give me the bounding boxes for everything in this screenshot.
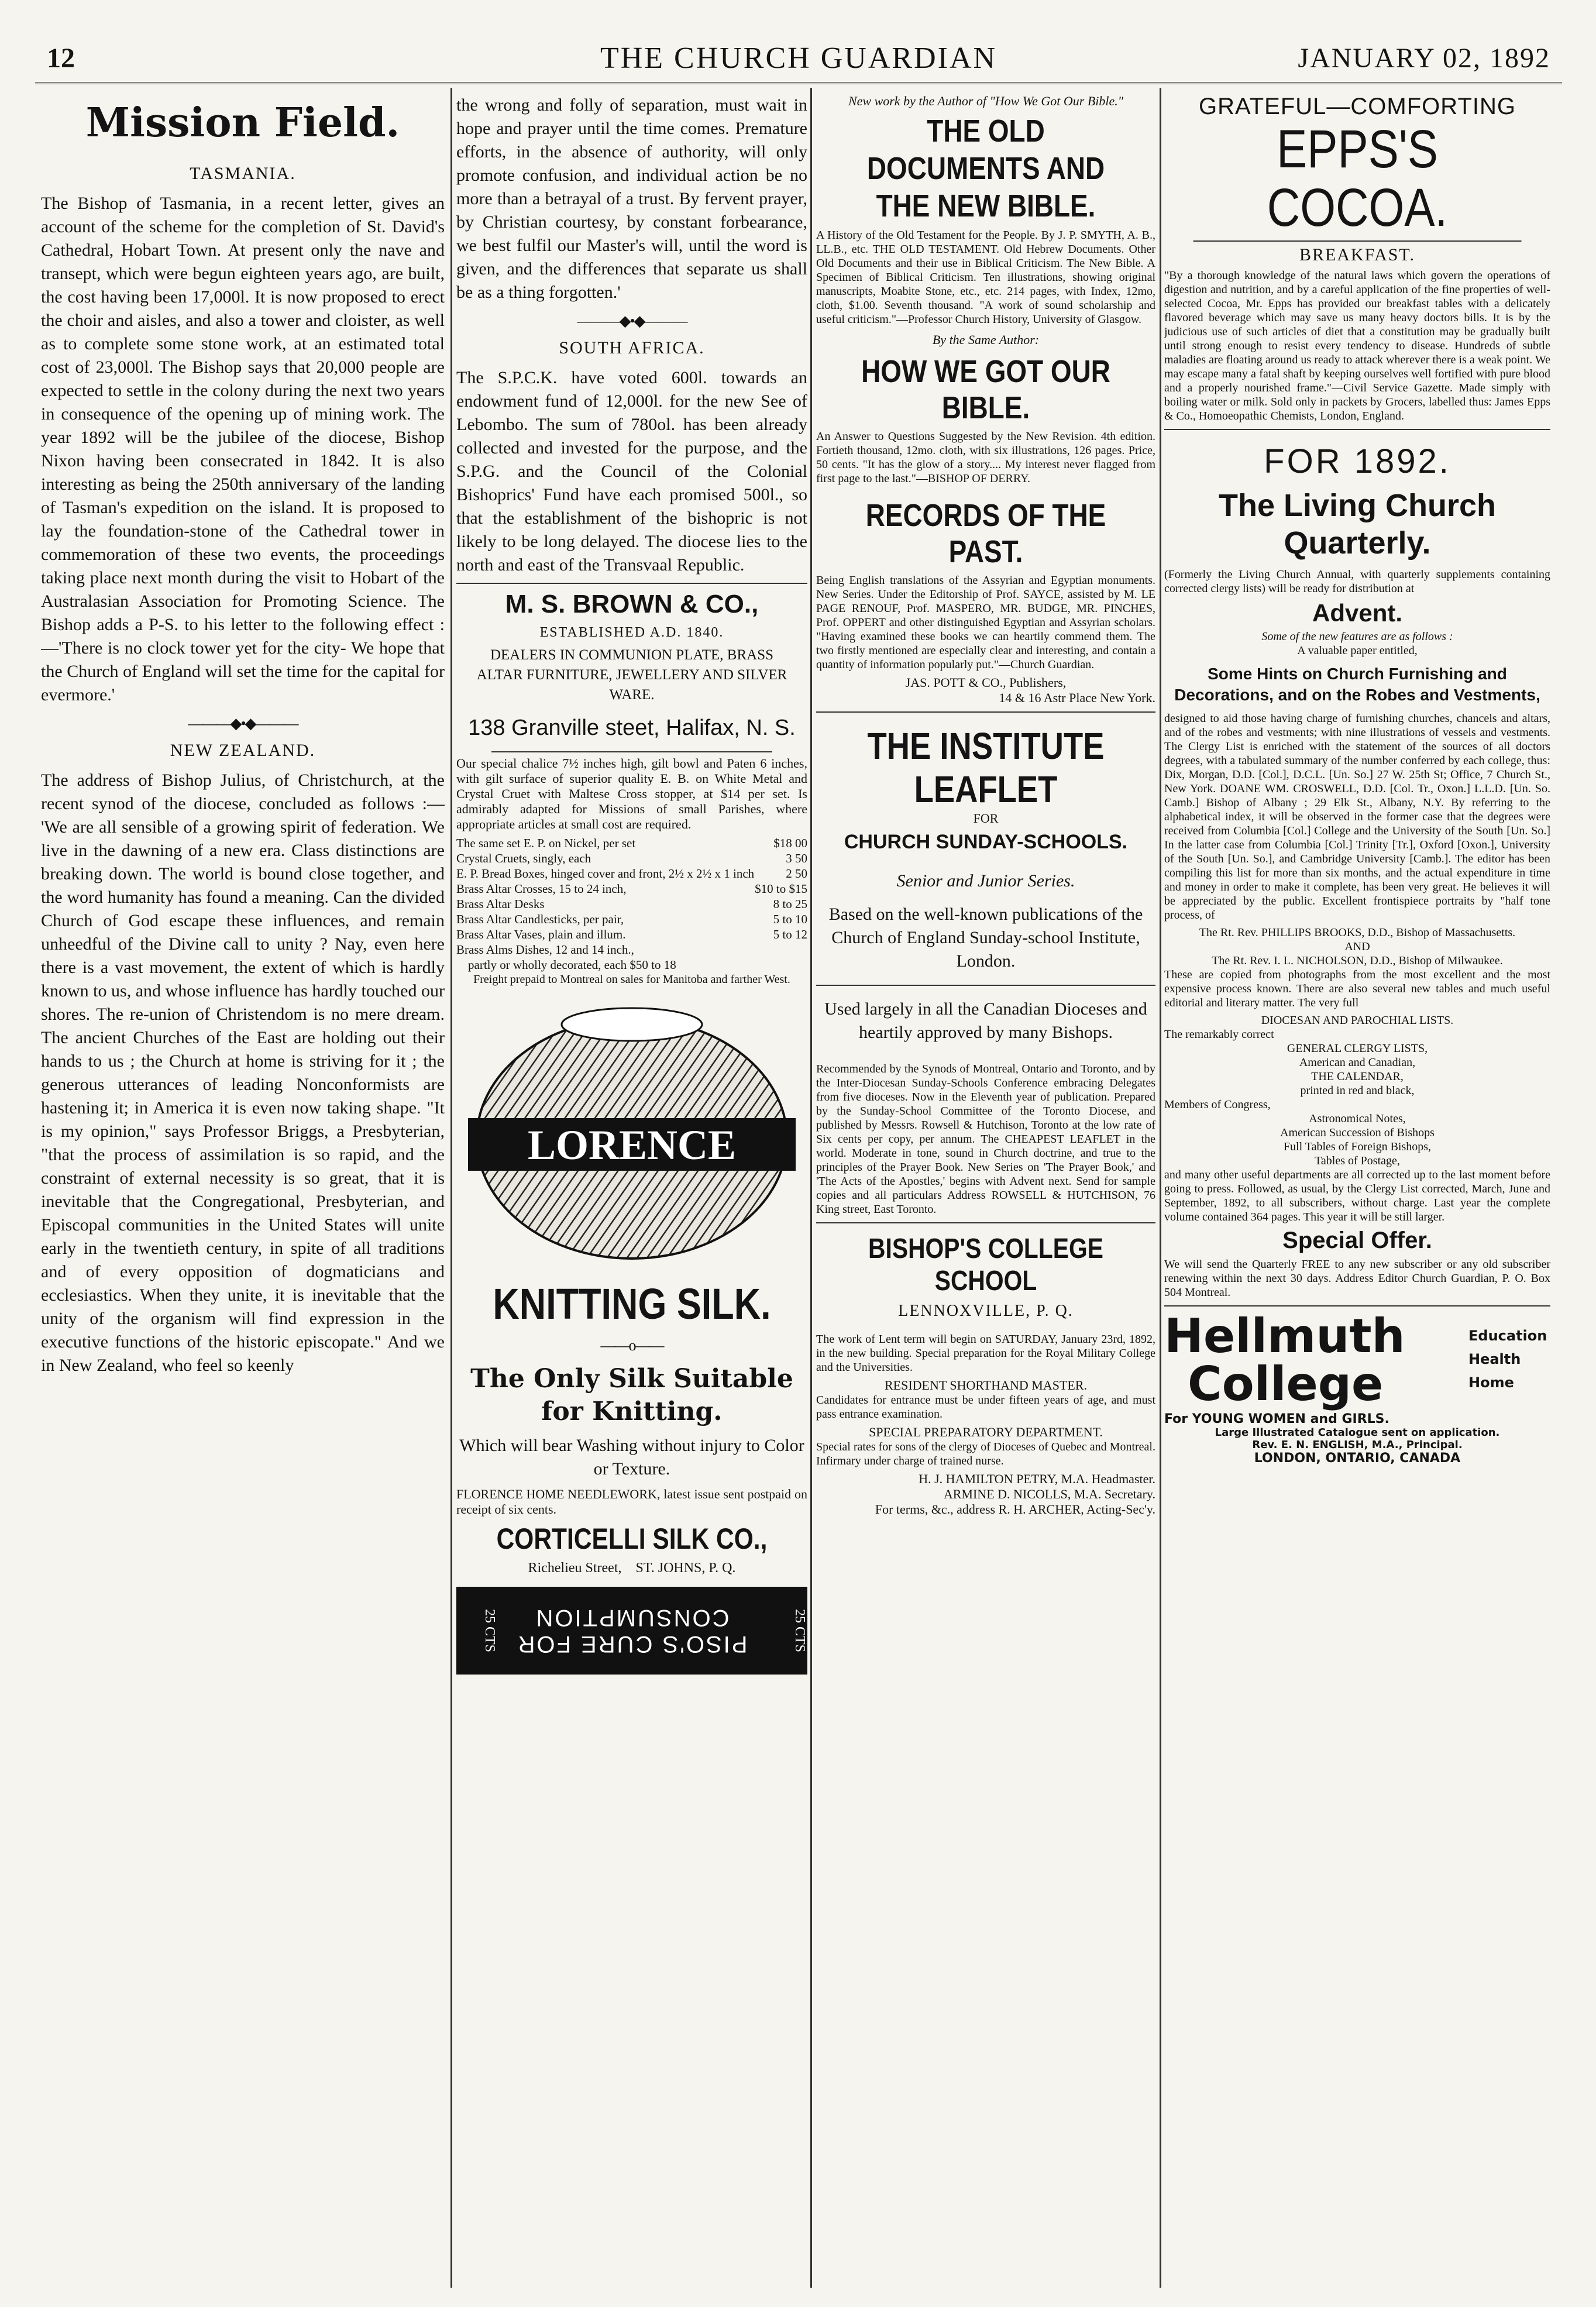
hellmuth-principal: Rev. E. N. ENGLISH, M.A., Principal. bbox=[1252, 1439, 1463, 1451]
page-number: 12 bbox=[47, 43, 75, 74]
only-silk-subtitle: Which will bear Washing without injury to Color or Texture. bbox=[459, 1436, 804, 1479]
silk-spool-illustration bbox=[468, 998, 796, 1267]
school-secretary: ARMINE D. NICOLLS, M.A. Secretary. bbox=[943, 1487, 1155, 1501]
tasmania-heading: TASMANIA. bbox=[190, 164, 296, 183]
foreign-bishops: Full Tables of Foreign Bishops, bbox=[1283, 1140, 1432, 1153]
book2-title: HOW WE GOT OUR BIBLE. bbox=[861, 354, 1110, 425]
astronomical-notes: Astronomical Notes, bbox=[1309, 1112, 1406, 1125]
continued-article: the wrong and folly of separation, must wait in hope and prayer until the time comes. Premature efforts, in the absence of authority, will only promote confusion, and individual action be no more than a betrayal of a trust. By fervent prayer, by Christian courtesy, by constant forbearance, we best fulfil our Master's will, until the word is given, and the differences that separate us shall be as a thing forgotten.' bbox=[456, 95, 807, 302]
price-row: Brass Altar Candlesticks, per pair, 5 to 10 bbox=[456, 912, 807, 926]
issue-date: JANUARY 02, 1892 bbox=[1298, 43, 1550, 74]
column-divider bbox=[450, 88, 452, 2288]
for-year: FOR 1892. bbox=[1264, 442, 1451, 480]
column-mission-field bbox=[41, 94, 445, 2282]
school-title: BISHOP'S COLLEGE SCHOOL bbox=[868, 1233, 1103, 1297]
copied-note: These are copied from photographs from the most excellent and the most expensive process known. There are also several new tables and much useful editorial and literary matter. The very full bbox=[1164, 968, 1550, 1009]
institute-series: Senior and Junior Series. bbox=[896, 871, 1075, 891]
american-canadian: American and Canadian, bbox=[1299, 1056, 1416, 1069]
members-congress: Members of Congress, bbox=[1164, 1098, 1271, 1111]
publisher: JAS. POTT & CO., Publishers, bbox=[905, 675, 1067, 690]
brown-dealers: DEALERS IN COMMUNION PLATE, BRASS ALTAR FURNITURE, JEWELLERY AND SILVER WARE. bbox=[476, 647, 787, 703]
knitting-silk-heading: KNITTING SILK. bbox=[493, 1280, 771, 1328]
brown-company: M. S. BROWN & CO., bbox=[505, 590, 759, 618]
corticelli-address: Richelieu Street, ST. JOHNS, P. Q. bbox=[528, 1560, 736, 1576]
institute-based-on: Based on the well-known publications of the Church of England Sunday-school Institute, London. bbox=[828, 905, 1143, 971]
education-label: Education bbox=[1468, 1328, 1547, 1344]
new-zealand-article: The address of Bishop Julius, of Christchurch, at the recent synod of the diocese, concluded as follows :— 'We are all sensible of a growing spirit of federation. We live in the dawning of a new era. Class distinctions are breaking down. The world is bound close together, and the word humanity has found a meaning. Can the divided Church of God escape these influences, and remain unheedful of the Divine call to unity ? Nay, even here there is a vast movement, the extent of which is hardly known to us, and whose influence has hardly touched our shores. The re-union of Christendom is no mere dream. The ancient Churches of the East are holding out their hands to us ; the Church at home is striving for it ; the generous utterances of leading Nonconformists are hastening it; in America it is even now taking shape. "It is my opinion," says Professor Briggs, a Presbyterian, "that the process of assimilation is so rapid, and the constraint of external necessity is so great, that it is inevitable that the Congregational, Presbyterian, and Episcopal communities in the United States will unite early in the twentieth century, in spite of all traditions and of every opposition of dogmaticians and ecclesiastics. When they unite, it is inevitable that the unity of the organism will find expression in the executive functions of the historic episcopate." And we in New Zealand, who feel so keenly bbox=[41, 771, 445, 1375]
ornament-divider: ———◆•◆——— bbox=[577, 312, 687, 329]
brown-address: 138 Granville steet, Halifax, N. S. bbox=[468, 716, 796, 740]
tables-postage: Tables of Postage, bbox=[1315, 1154, 1400, 1167]
many-other-note: and many other useful departments are all corrected up to the last moment before going to press. Followed, as usual, by the Clergy List corrected, March, June and September, 1892, to all subscribers, without charge. Last year the complete volume contained 364 pages. This year it will be still larger. bbox=[1164, 1168, 1550, 1223]
calendar-label: THE CALENDAR, bbox=[1311, 1070, 1404, 1083]
price-row: Crystal Cruets, singly, each 3 50 bbox=[456, 851, 807, 865]
hellmuth-name: Hellmuth bbox=[1164, 1309, 1405, 1363]
school-department: SPECIAL PREPARATORY DEPARTMENT. bbox=[869, 1425, 1103, 1439]
school-shorthand: RESIDENT SHORTHAND MASTER. bbox=[884, 1378, 1088, 1393]
header-rule bbox=[35, 82, 1562, 84]
school-headmaster: H. J. HAMILTON PETRY, M.A. Headmaster. bbox=[919, 1471, 1155, 1486]
price-row: The same set E. P. on Nickel, per set $18 00 bbox=[456, 836, 807, 850]
health-label: Health bbox=[1468, 1351, 1521, 1367]
breakfast-label: BREAKFAST. bbox=[1299, 245, 1416, 264]
piso-advertisement bbox=[456, 1587, 807, 1675]
by-same-author: By the Same Author: bbox=[932, 332, 1040, 347]
column-divider bbox=[1160, 88, 1161, 2288]
ad-rule bbox=[816, 985, 1155, 986]
piso-slogan: PISO'S CURE FOR CONSUMPTION bbox=[516, 1605, 748, 1657]
brown-description: Our special chalice 7½ inches high, gilt bowl and Paten 6 inches, with gilt surface of superior quality E. B. on White Metal and Crystal Cruet with Maltese Cross stopper, at $14 per set. Is admirably adapted for Missions of small Parishes, where appropriate articles at small cost are required. bbox=[456, 756, 807, 831]
institute-for: FOR bbox=[973, 811, 999, 826]
school-place: LENNOXVILLE, P. Q. bbox=[898, 1302, 1074, 1320]
institute-title: THE INSTITUTE LEAFLET bbox=[867, 725, 1105, 810]
hellmuth-catalogue: Large Illustrated Catalogue sent on application. bbox=[1215, 1426, 1500, 1439]
brown-advertisement bbox=[456, 590, 807, 986]
price-row: Brass Alms Dishes, 12 and 14 inch., bbox=[456, 943, 634, 957]
corticelli-name: CORTICELLI SILK CO., bbox=[496, 1522, 768, 1555]
south-africa-article: The S.P.C.K. have voted 600l. towards an endowment fund of 12,000l. for the new See of Lebombo. The sum of 780ol. has been already collected and invested for the purpose, and the S.P.G. and the Council of the Colonial Bishoprics' Fund have each promised 500l., so that the establishment of the bishopric is not likely to be long delayed. The diocese lies to the north and east of the Transvaal Republic. bbox=[456, 368, 807, 575]
column-4 bbox=[1164, 94, 1550, 2282]
ad-rule bbox=[1164, 1305, 1550, 1307]
portrait-brooks: The Rt. Rev. PHILLIPS BROOKS, D.D., Bishop of Massachusetts. bbox=[1199, 926, 1516, 939]
only-silk-heading: The Only Silk Suitable for Knitting. bbox=[470, 1364, 793, 1426]
succession-bishops: American Succession of Bishops bbox=[1280, 1126, 1435, 1139]
price-row: E. P. Bread Boxes, hinged cover and front, 2½ x 2½ x 1 inch 2 50 bbox=[456, 867, 807, 881]
school-rates: Special rates for sons of the clergy of Dioceses of Quebec and Montreal. Infirmary under charge of trained nurse. bbox=[816, 1440, 1155, 1467]
general-clergy-lists: GENERAL CLERGY LISTS, bbox=[1287, 1042, 1428, 1055]
remarkably-correct: The remarkably correct bbox=[1164, 1028, 1274, 1041]
ad-rule bbox=[816, 1222, 1155, 1223]
hellmuth-address: LONDON, ONTARIO, CANADA bbox=[1254, 1451, 1461, 1466]
grateful-comforting: GRATEFUL—COMFORTING bbox=[1199, 94, 1516, 119]
book2-description: An Answer to Questions Suggested by the New Revision. 4th edition. Fortieth thousand, 12mo. cloth, with six illustrations, 126 pages. Price, 50 cents. "It has the glow of a story.... My interest never flagged from first page to the last."—BISHOP OF DERRY. bbox=[816, 430, 1155, 485]
valuable-paper: A valuable paper entitled, bbox=[1297, 644, 1418, 657]
florence-note: FLORENCE HOME NEEDLEWORK, latest issue sent postpaid on receipt of six cents. bbox=[456, 1487, 807, 1517]
masthead bbox=[35, 36, 1562, 77]
column-divider bbox=[810, 88, 812, 2288]
institute-recommended: Recommended by the Synods of Montreal, Ontario and Toronto, and by the Inter-Diocesan Sunday-Schools Conference embracing Delegates from five dioceses. Now in the Eleventh year of publication. Prepared by the Sunday-School Committee of the Toronto Diocese, and published by Messrs. Rowsell & Hutchison, Toronto at the low rate of Six cents per copy, per annum. The CHEAPEST LEAFLET in the world. Moderate in tone, sound in Church doctrine, and true to the principles of the Prayer Book. New Series on 'The Prayer Book,' and 'The Acts of the Apostles,' begins with Advent next. Send for sample copies and all particulars Address ROWSELL & HUTCHISON, 76 King street, East Toronto. bbox=[816, 1063, 1155, 1216]
tasmania-article: The Bishop of Tasmania, in a recent letter, gives an account of the scheme for the completion of St. David's Cathedral, Hobart Town. At present only the nave and transept, which were begun eighteen years ago, are built, the cost having been 17,000l. It is now proposed to erect the choir and aisles, and also a tower and cloister, as well as to complete some stone work, at an estimated total cost of 23,000l. The Bishop says that 20,000 people are expected to settle in the colony during the next two years in consequence of the opening up of mining work. The year 1892 will be the jubilee of the diocese, Bishop Nixon having been consecrated in 1842. It is also interesting as being the 250th anniversary of the landing of Tasman's expedition on the island. It is proposed to lay the foundation-stone of the Cathedral tower in commemoration of these two events, the proceedings taking place next month during the visit to Hobart of the Australasian Association for Promoting Science. The Bishop adds a P-S. to his letter to the following effect :—'There is no clock tower yet for the city- We hope that the Church of England will set the time for the capital for evermore.' bbox=[41, 194, 445, 704]
price-row: Brass Altar Desks 8 to 25 bbox=[456, 897, 807, 911]
home-label: Home bbox=[1468, 1374, 1514, 1391]
book3-title: RECORDS OF THE PAST. bbox=[865, 498, 1106, 569]
brown-price-list bbox=[456, 836, 807, 972]
ornament-divider: ———◆•◆——— bbox=[188, 715, 298, 732]
epps-cocoa-title: EPPS'S COCOA. bbox=[1193, 120, 1522, 242]
book1-title: THE OLD DOCUMENTS AND THE NEW BIBLE. bbox=[866, 114, 1105, 224]
living-church-title: The Living Church Quarterly. bbox=[1218, 488, 1496, 561]
offer-text: We will send the Quarterly FREE to any new subscriber or any old subscriber renewing within the next 30 days. Address Editor Church Guardian, P. O. Box 504 Montreal. bbox=[1164, 1258, 1550, 1299]
book1-description: A History of the Old Testament for the People. By J. P. SMYTH, A. B., LL.B., etc. THE OLD TESTAMENT. Old Hebrew Documents. Other Old Documents and their use in Biblical Criticism. The New Bible. A Specimen of Biblical Criticism. Ten illustrations, showing original manuscripts, Moabite Stone, etc., etc. 214 pages, with Index, 12mo, cloth, $1.00. Seventh thousand. "A work of sound scholarship and useful criticism."—Professor Church History, University of Glasgow. bbox=[816, 229, 1155, 326]
column-2 bbox=[456, 94, 807, 2282]
south-africa-heading: SOUTH AFRICA. bbox=[559, 338, 705, 357]
publisher-address: 14 & 16 Astr Place New York. bbox=[999, 690, 1155, 705]
diocesan-lists: DIOCESAN AND PAROCHIAL LISTS. bbox=[1261, 1014, 1454, 1027]
price-note: partly or wholly decorated, each $50 to 18 bbox=[468, 958, 676, 972]
school-terms: For terms, &c., address R. H. ARCHER, Acting-Sec'y. bbox=[875, 1502, 1155, 1517]
formerly-note: (Formerly the Living Church Annual, with quarterly supplements containing corrected clergy lists) will be ready for distribution at bbox=[1164, 568, 1550, 595]
hellmuth-advertisement bbox=[1164, 1309, 1550, 1411]
hints-text: designed to aid those having charge of furnishing churches, chancels and altars, and of the robes and vestments; with nine illustrations of vessels and vestments. The Clergy List is enriched with the statement of the sources of all doctors degrees, with a tabulated summary of the number conferred by each college, thus: Dix, Morgan, D.D. [Col.], D.C.L. [Un. So.] 27 W. 25th St; Office, 7 Church St., New York. DOANE WM. CROSWELL, D.D. [Col. Tr., Oxon.] L.L.D. [Un. So. Camb.] Bishop of Albany ; 29 Elk St., Albany, N.Y. By referring to the alphabetical index, it will be observed in the former case that the degrees were received from Columbia [Col.] College and the University of the South [Un. So.] In the latter case from Columbia [Col.] Trinity [Tr.], Oxford [Oxon.], University of the South [Un. So.], and Cambridge University [Camb.]. The editor has been compiling this list for more than six months, and the actual expenditure in time and money in order to make it complete, has been very great. He believes it will be appreciated by the public. Excellent frontispiece portraits by "half tone process, of bbox=[1164, 712, 1550, 922]
column-3 bbox=[816, 94, 1155, 2282]
piso-price: 25 CTS bbox=[792, 1608, 807, 1652]
section-title: Mission Field. bbox=[85, 99, 400, 146]
epps-text: "By a thorough knowledge of the natural laws which govern the operations of digestion and nutrition, and by a careful application of the fine properties of well-selected Cocoa, Mr. Epps has provided our breakfast tables with a delicately flavored beverage which may save us many heavy doctors bills. It is by the judicious use of such articles of diet that a constitution may be gradually built until strong enough to resist every tendency to disease. Hundreds of subtle maladies are floating around us ready to attack wherever there is a weak point. We may escape many a fatal shaft by keeping ourselves well fortified with pure blood and a properly nourished frame."—Civil Service Gazette. Made simply with boiling water or milk. Sold only in packets by Grocers, labelled thus: James Epps & Co., Homoeopathic Chemists, London, England. bbox=[1164, 269, 1550, 422]
institute-used-largely: Used largely in all the Canadian Dioceses and heartily approved by many Bishops. bbox=[824, 999, 1147, 1042]
advent-label: Advent. bbox=[1312, 599, 1402, 627]
paper-title: THE CHURCH GUARDIAN bbox=[600, 42, 998, 75]
special-offer: Special Offer. bbox=[1282, 1228, 1432, 1253]
price-row: Brass Altar Crosses, 15 to 24 inch, $10 to $15 bbox=[456, 882, 807, 896]
spool-label: LORENCE bbox=[527, 1122, 737, 1168]
hellmuth-for: For YOUNG WOMEN and GIRLS. bbox=[1164, 1412, 1389, 1426]
institute-subtitle: CHURCH SUNDAY-SCHOOLS. bbox=[844, 831, 1128, 853]
ornament-divider: ——o—— bbox=[600, 1337, 663, 1354]
and-label: AND bbox=[1344, 940, 1370, 953]
portrait-nicholson: The Rt. Rev. I. L. NICHOLSON, D.D., Bishop of Milwaukee. bbox=[1212, 954, 1503, 967]
price-row: Brass Altar Vases, plain and illum. 5 to 12 bbox=[456, 927, 807, 941]
hints-title: Some Hints on Church Furnishing and Decorations, and on the Robes and Vestments, bbox=[1174, 665, 1540, 704]
school-candidates: Candidates for entrance must be under fifteen years of age, and must pass entrance examination. bbox=[816, 1394, 1155, 1421]
book3-description: Being English translations of the Assyrian and Egyptian monuments. New Series. Under the Editorship of Prof. SAYCE, assisted by M. LE PAGE RENOUF, Prof. MASPERO, MR. BUDGE, MR. PINCHES, Prof. OPPERT and other distinguished Egyptian and Assyrian scholars. "Having examined these books we can heartily commend them. The two firstly mentioned are especially clear and interesting, and contain a quantity of information popularly put."—Church Guardian. bbox=[816, 574, 1155, 671]
brown-freight: Freight prepaid to Montreal on sales for Manitoba and farther West. bbox=[473, 973, 790, 986]
new-work-note: New work by the Author of "How We Got Our Bible." bbox=[848, 94, 1124, 108]
ad-rule bbox=[816, 711, 1155, 713]
school-text: The work of Lent term will begin on SATURDAY, January 23rd, 1892, in the new building. Special preparation for the Royal Military College and the Universities. bbox=[816, 1333, 1155, 1374]
new-zealand-heading: NEW ZEALAND. bbox=[170, 741, 316, 760]
printed-red-black: printed in red and black, bbox=[1300, 1084, 1415, 1097]
piso-price: 25 CTS bbox=[482, 1608, 497, 1652]
brown-established: ESTABLISHED A.D. 1840. bbox=[539, 625, 724, 640]
ad-rule bbox=[1164, 429, 1550, 430]
ad-rule bbox=[456, 583, 807, 584]
college-name: College bbox=[1188, 1357, 1384, 1411]
ad-rule bbox=[491, 751, 772, 752]
features-intro: Some of the new features are as follows : bbox=[1261, 630, 1453, 643]
